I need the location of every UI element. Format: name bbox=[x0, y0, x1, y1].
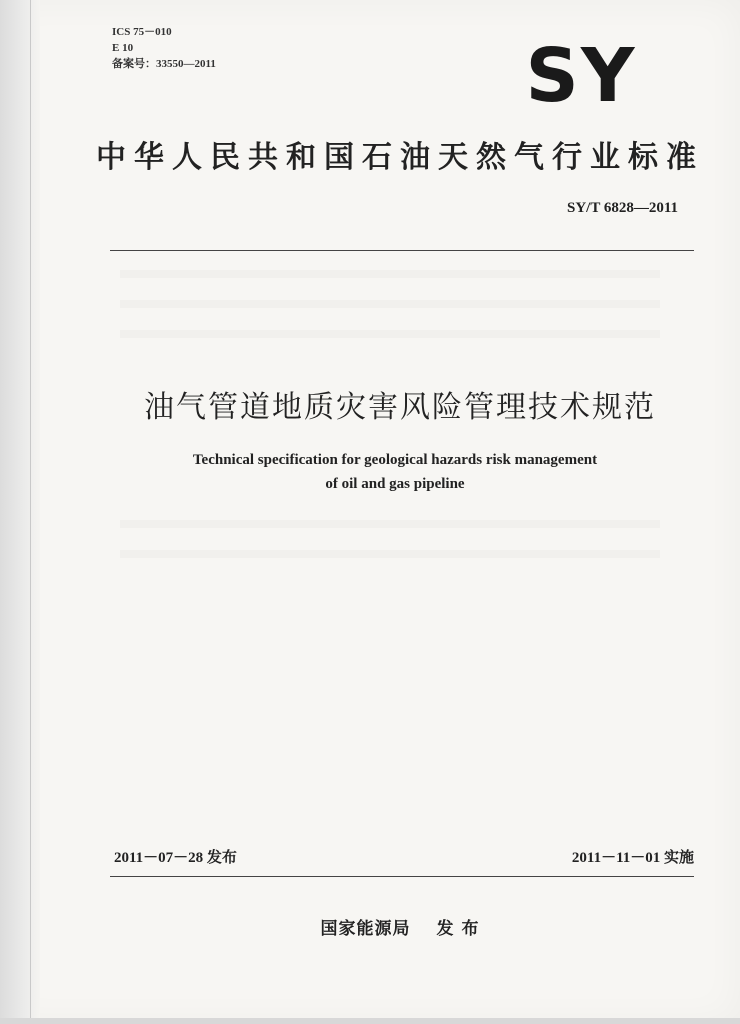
document-title-en bbox=[80, 448, 710, 496]
top-divider bbox=[110, 250, 694, 251]
classification-block bbox=[112, 24, 216, 72]
standard-category-title: 中华人民共和国石油天然气行业标准 bbox=[96, 140, 704, 175]
bleed-through-line bbox=[120, 550, 660, 558]
publisher-block bbox=[80, 914, 720, 939]
standard-code: SY/T 6828—2011 bbox=[567, 200, 678, 216]
sy-logo: SY bbox=[525, 33, 637, 119]
issue-date: 2011－07－28 发布 bbox=[114, 850, 237, 866]
effective-date: 2011－11－01 实施 bbox=[571, 850, 694, 866]
ics-code: ICS 75－010 bbox=[112, 26, 172, 38]
record-number: 备案号：33550—2011 bbox=[112, 58, 216, 70]
bleed-through-line bbox=[120, 330, 660, 338]
title-en-line-2: of oil and gas pipeline bbox=[325, 476, 465, 492]
publisher-name: 国家能源局 bbox=[320, 919, 411, 939]
bleed-through-line bbox=[120, 300, 660, 308]
title-en-line-1: Technical specification for geological hazards risk management bbox=[192, 452, 598, 468]
classification-code: E 10 bbox=[112, 42, 134, 54]
page-bottom-edge bbox=[0, 1018, 740, 1024]
document-title-cn: 油气管道地质灾害风险管理技术规范 bbox=[144, 390, 656, 425]
bottom-divider bbox=[110, 876, 694, 877]
publisher-action: 发 布 bbox=[436, 919, 480, 939]
page-left-edge bbox=[0, 0, 40, 1024]
bleed-through-line bbox=[120, 520, 660, 528]
binding-line bbox=[30, 0, 31, 1024]
bleed-through-line bbox=[120, 270, 660, 278]
